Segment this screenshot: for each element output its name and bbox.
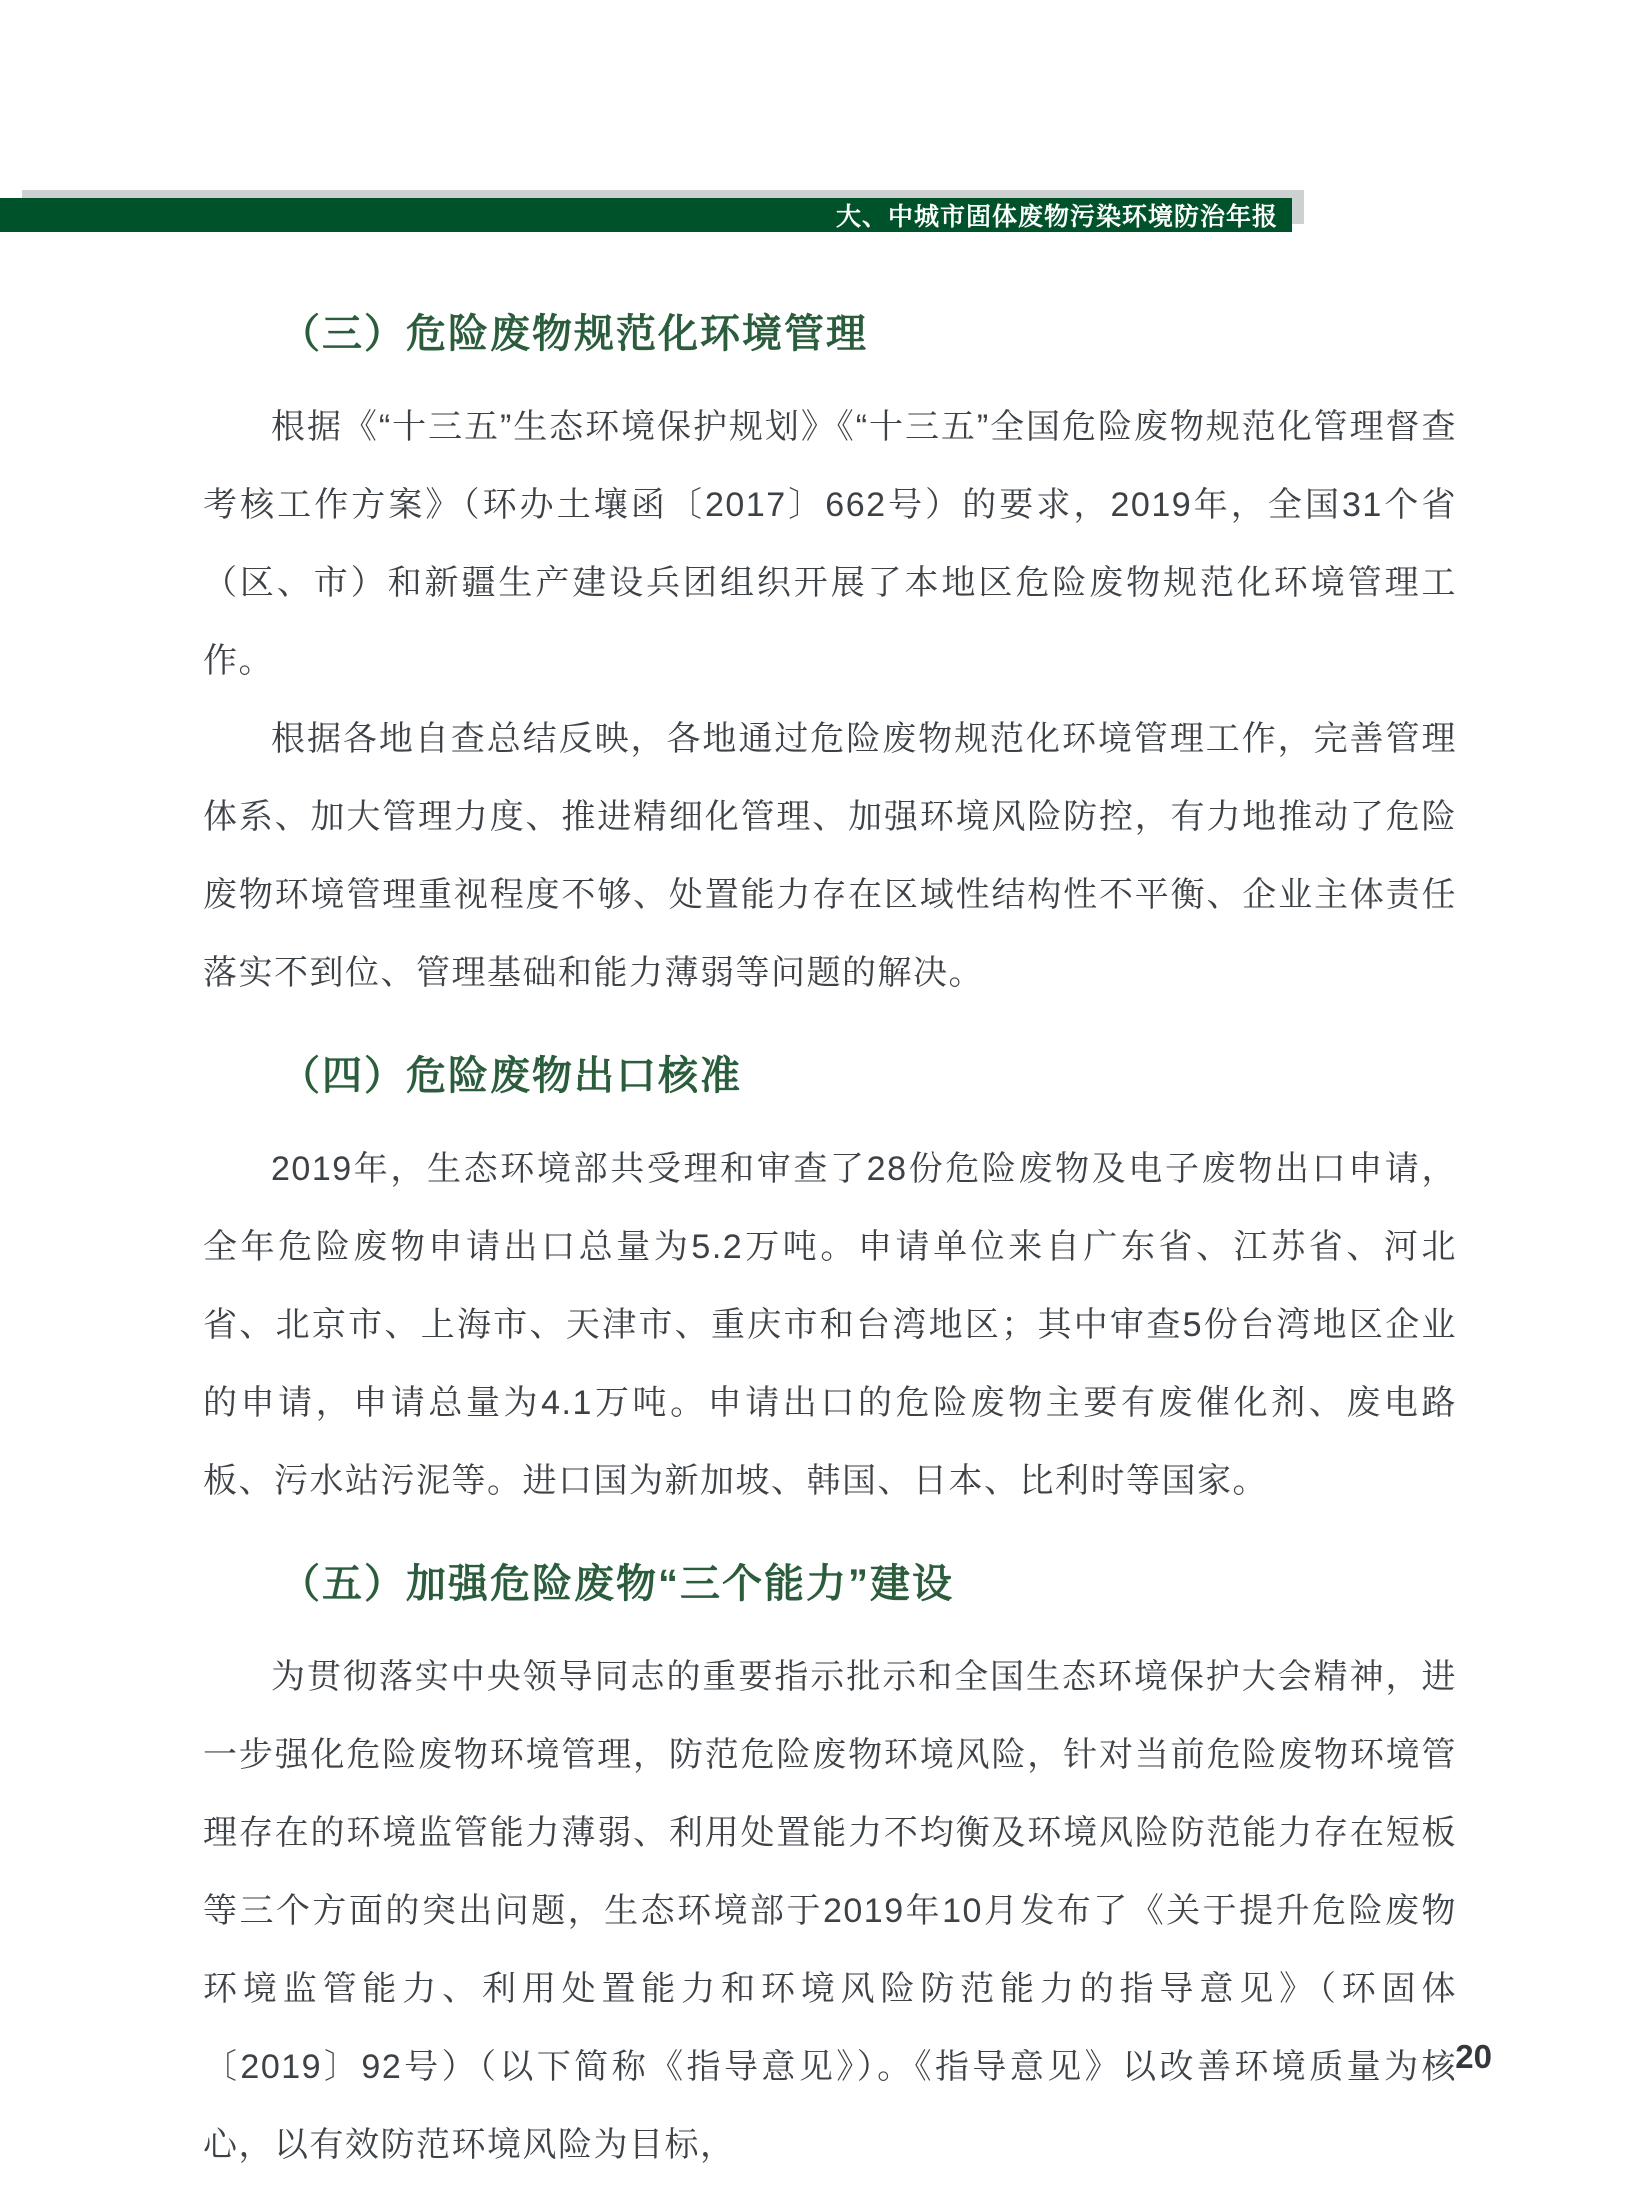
section-5-paragraph-1: 为贯彻落实中央领导同志的重要指示批示和全国生态环境保护大会精神，进一步强化危险废物环境管理，防范危险废物环境风险，针对当前危险废物环境管理存在的环境监管能力薄弱、利用处置能力不均衡及环境风险防范能力存在短板等三个方面的突出问题，生态环境部于2019年10月发布了《关于提升危险废物环境监管能力、利用处置能力和环境风险防范能力的指导意见》（环固体〔2019〕92号）（以下简称《指导意见》）。《指导意见》以改善环境质量为核心，以有效防范环境风险为目标， (203, 1658, 1457, 2164)
section-3-paragraph-2: 根据各地自查总结反映，各地通过危险废物规范化环境管理工作，完善管理体系、加大管理力度、推进精细化管理、加强环境风险防控，有力地推动了危险废物环境管理重视程度不够、处置能力存在区域性结构性不平衡、企业主体责任落实不到位、管理基础和能力薄弱等问题的解决。 (203, 720, 1457, 992)
document-content (203, 0, 1457, 2184)
page-number: 20 (1455, 2038, 1492, 2075)
section-heading-4: （四）危险废物出口核准 (280, 1054, 742, 1098)
section-4-paragraph-1: 2019年，生态环境部共受理和审查了28份危险废物及电子废物出口申请，全年危险废物申请出口总量为5.2万吨。申请单位来自广东省、江苏省、河北省、北京市、上海市、天津市、重庆市和台湾地区；其中审查5份台湾地区企业的申请，申请总量为4.1万吨。申请出口的危险废物主要有废催化剂、废电路板、污水站污泥等。进口国为新加坡、韩国、日本、比利时等国家。 (203, 1150, 1457, 1500)
section-heading-5: （五）加强危险废物“三个能力”建设 (280, 1562, 954, 1606)
section-heading-3: （三）危险废物规范化环境管理 (280, 312, 868, 356)
header-banner-text: 大、中城市固体废物污染环境防治年报 (835, 203, 1278, 231)
section-3-paragraph-1: 根据《“十三五”生态环境保护规划》《“十三五”全国危险废物规范化管理督查考核工作方案》（环办土壤函〔2017〕662号）的要求，2019年，全国31个省（区、市）和新疆生产建设兵团组织开展了本地区危险废物规范化环境管理工作。 (203, 408, 1457, 680)
